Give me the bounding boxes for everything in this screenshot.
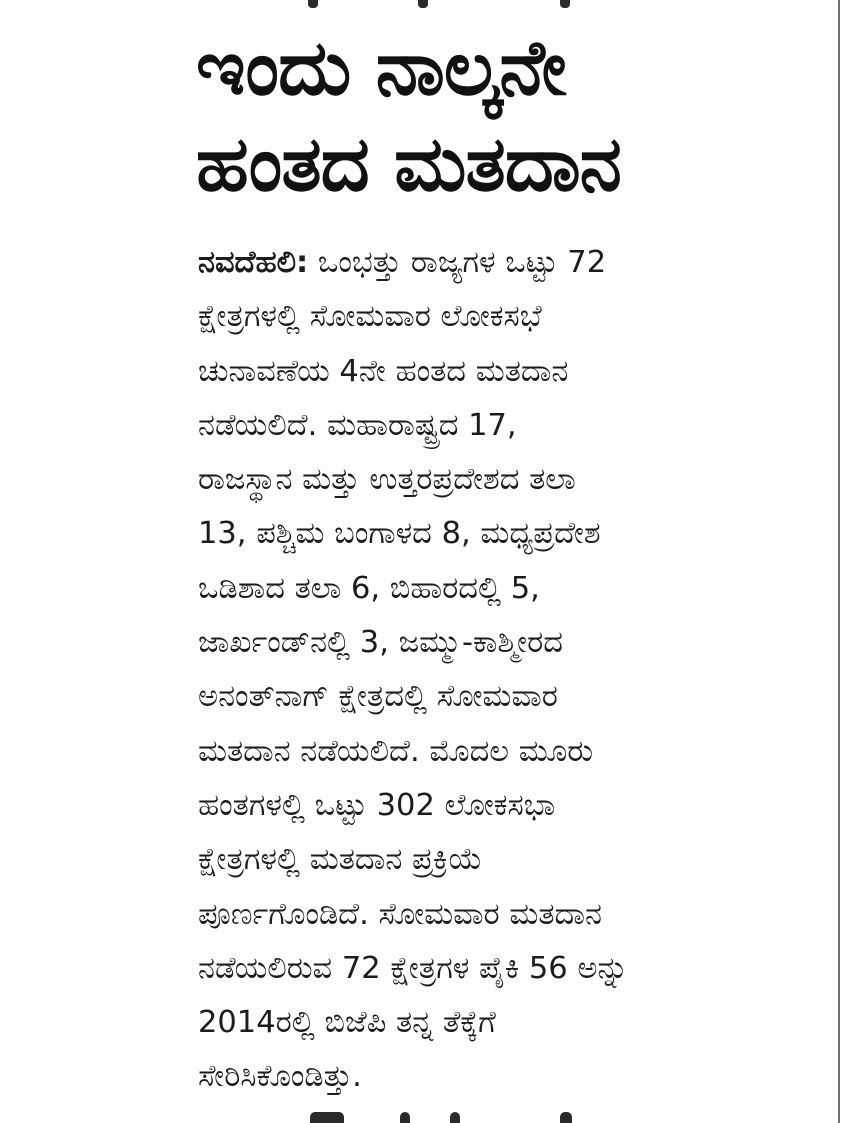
article-line-3: ಚುನಾವಣೆಯ 4ನೇ ಹಂತದ ಮತದಾನ bbox=[198, 353, 569, 389]
headline bbox=[196, 20, 796, 212]
headline-line-2: ಹಂತದ ಮತದಾನ bbox=[196, 119, 621, 208]
dateline: ನವದೆಹಲಿ: bbox=[198, 245, 309, 280]
article-line-16: ಸೇರಿಸಿಕೊಂಡಿತ್ತು. bbox=[198, 1059, 362, 1095]
article-line-5: ರಾಜಸ್ಥಾನ ಮತ್ತು ಉತ್ತರಪ್ರದೇಶದ ತಲಾ bbox=[198, 462, 576, 498]
article-line-4: ನಡೆಯಲಿದೆ. ಮಹಾರಾಷ್ಟ್ರದ 17, bbox=[198, 407, 517, 443]
article-line-9: ಅನಂತ್‌ನಾಗ್ ಕ್ಷೇತ್ರದಲ್ಲಿ ಸೋಮವಾರ bbox=[198, 679, 558, 715]
article-line-1-text: ಒಂಭತ್ತು ರಾಜ್ಯಗಳ ಒಟ್ಟು 72 bbox=[308, 245, 607, 280]
headline-line-1: ಇಂದು ನಾಲ್ಕನೇ bbox=[196, 23, 566, 112]
article-line-12: ಕ್ಷೇತ್ರಗಳಲ್ಲಿ ಮತದಾನ ಪ್ರಕ್ರಿಯೆ bbox=[198, 842, 483, 878]
column-divider bbox=[838, 0, 840, 1123]
cropped-text-fragment-top bbox=[300, 0, 600, 8]
article-line-2: ಕ್ಷೇತ್ರಗಳಲ್ಲಿ ಸೋಮವಾರ ಲೋಕಸಭೆ bbox=[198, 299, 542, 335]
article-line-15: 2014ರಲ್ಲಿ ಬಿಜೆಪಿ ತನ್ನ ತೆಕ್ಕೆಗೆ bbox=[198, 1005, 496, 1041]
article-body bbox=[198, 236, 788, 1105]
article-line-8: ಜಾರ್ಖಂಡ್‌ನಲ್ಲಿ 3, ಜಮ್ಮು-ಕಾಶ್ಮೀರದ bbox=[198, 625, 563, 661]
cropped-text-fragment-bottom bbox=[310, 1110, 610, 1123]
article-line-6: 13, ಪಶ್ಚಿಮ ಬಂಗಾಳದ 8, ಮಧ್ಯಪ್ರದೇಶ bbox=[198, 516, 601, 552]
article-line-7: ಒಡಿಶಾದ ತಲಾ 6, ಬಿಹಾರದಲ್ಲಿ 5, bbox=[198, 570, 540, 606]
article-line-10: ಮತದಾನ ನಡೆಯಲಿದೆ. ಮೊದಲ ಮೂರು bbox=[198, 733, 594, 769]
article-line-1 bbox=[198, 236, 788, 290]
article-line-14: ನಡೆಯಲಿರುವ 72 ಕ್ಷೇತ್ರಗಳ ಪೈಕಿ 56 ಅನ್ನು bbox=[198, 950, 629, 986]
article-line-11: ಹಂತಗಳಲ್ಲಿ ಒಟ್ಟು 302 ಲೋಕಸಭಾ bbox=[198, 787, 556, 823]
article-line-13: ಪೂರ್ಣಗೊಂಡಿದೆ. ಸೋಮವಾರ ಮತದಾನ bbox=[198, 896, 602, 932]
